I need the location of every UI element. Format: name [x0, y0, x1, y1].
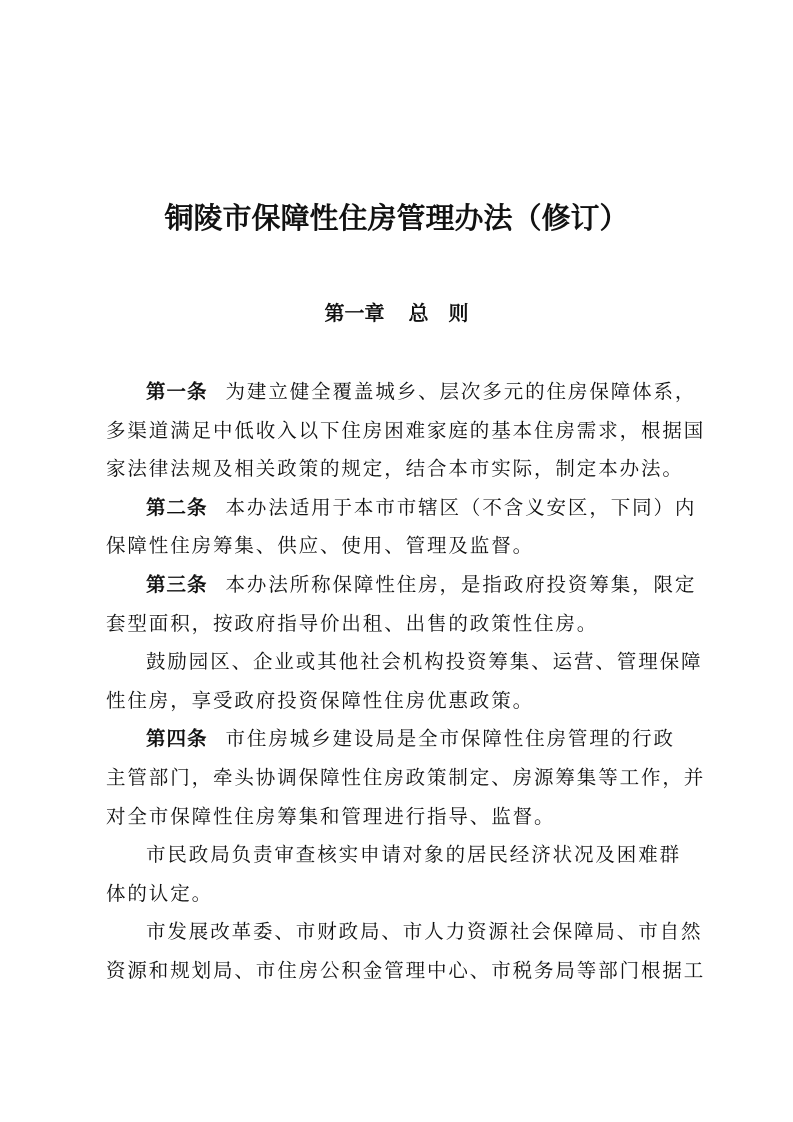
paragraph-line [106, 566, 696, 605]
paragraph-line: 对全市保障性住房筹集和管理进行指导、监督。 [106, 804, 556, 828]
paragraph-article-3 [106, 566, 696, 643]
article-number: 第一条 [146, 380, 208, 403]
article-number: 第三条 [146, 572, 208, 596]
article-number: 第二条 [146, 495, 208, 519]
paragraph-text: 本办法所称保障性住房，是指政府投资筹集，限定 [225, 572, 697, 596]
paragraph-line [106, 720, 696, 759]
paragraph-line: 主管部门，牵头协调保障性住房政策制定、房源筹集等工作，并 [106, 765, 706, 789]
paragraph-line: 多渠道满足中低收入以下住房困难家庭的基本住房需求，根据国 [106, 418, 706, 442]
paragraph-line: 家法律法规及相关政策的规定，结合本市实际，制定本办法。 [106, 457, 684, 481]
paragraph-article-4-cont-1 [106, 836, 696, 913]
paragraph-line: 套型面积，按政府指导价出租、出售的政策性住房。 [106, 611, 599, 635]
paragraph-line: 性住房，享受政府投资保障性住房优惠政策。 [106, 688, 535, 712]
document-title: 铜陵市保障性住房管理办法（修订） [164, 201, 629, 235]
document-body [106, 373, 706, 991]
paragraph-article-2 [106, 489, 696, 566]
paragraph-article-3-cont [106, 643, 703, 720]
chapter-name: 总 则 [408, 301, 469, 325]
paragraph-text: 本办法适用于本市市辖区（不含义安区，下同）内 [225, 495, 697, 519]
paragraph-article-4 [106, 720, 706, 836]
paragraph-line: 市发展改革委、市财政局、市人力资源社会保障局、市自然 [146, 920, 703, 944]
paragraph-text: 市住房城乡建设局是全市保障性住房管理的行政 [225, 727, 675, 751]
paragraph-article-4-cont-2 [106, 913, 706, 990]
paragraph-text: 为建立健全覆盖城乡、层次多元的住房保障体系， [225, 380, 697, 403]
paragraph-line [106, 373, 696, 412]
chapter-heading [0, 297, 793, 329]
paragraph-line: 市民政局负责审查核实申请对象的居民经济状况及困难群 [146, 843, 682, 867]
paragraph-article-1 [106, 373, 706, 489]
paragraph-line: 鼓励园区、企业或其他社会机构投资筹集、运营、管理保障 [146, 650, 703, 674]
paragraph-line [106, 489, 696, 528]
article-number: 第四条 [146, 727, 208, 751]
paragraph-line: 体的认定。 [106, 881, 214, 905]
paragraph-line: 资源和规划局、市住房公积金管理中心、市税务局等部门根据工 [106, 958, 706, 982]
chapter-number: 第一章 [324, 301, 385, 325]
paragraph-line: 保障性住房筹集、供应、使用、管理及监督。 [106, 534, 535, 558]
